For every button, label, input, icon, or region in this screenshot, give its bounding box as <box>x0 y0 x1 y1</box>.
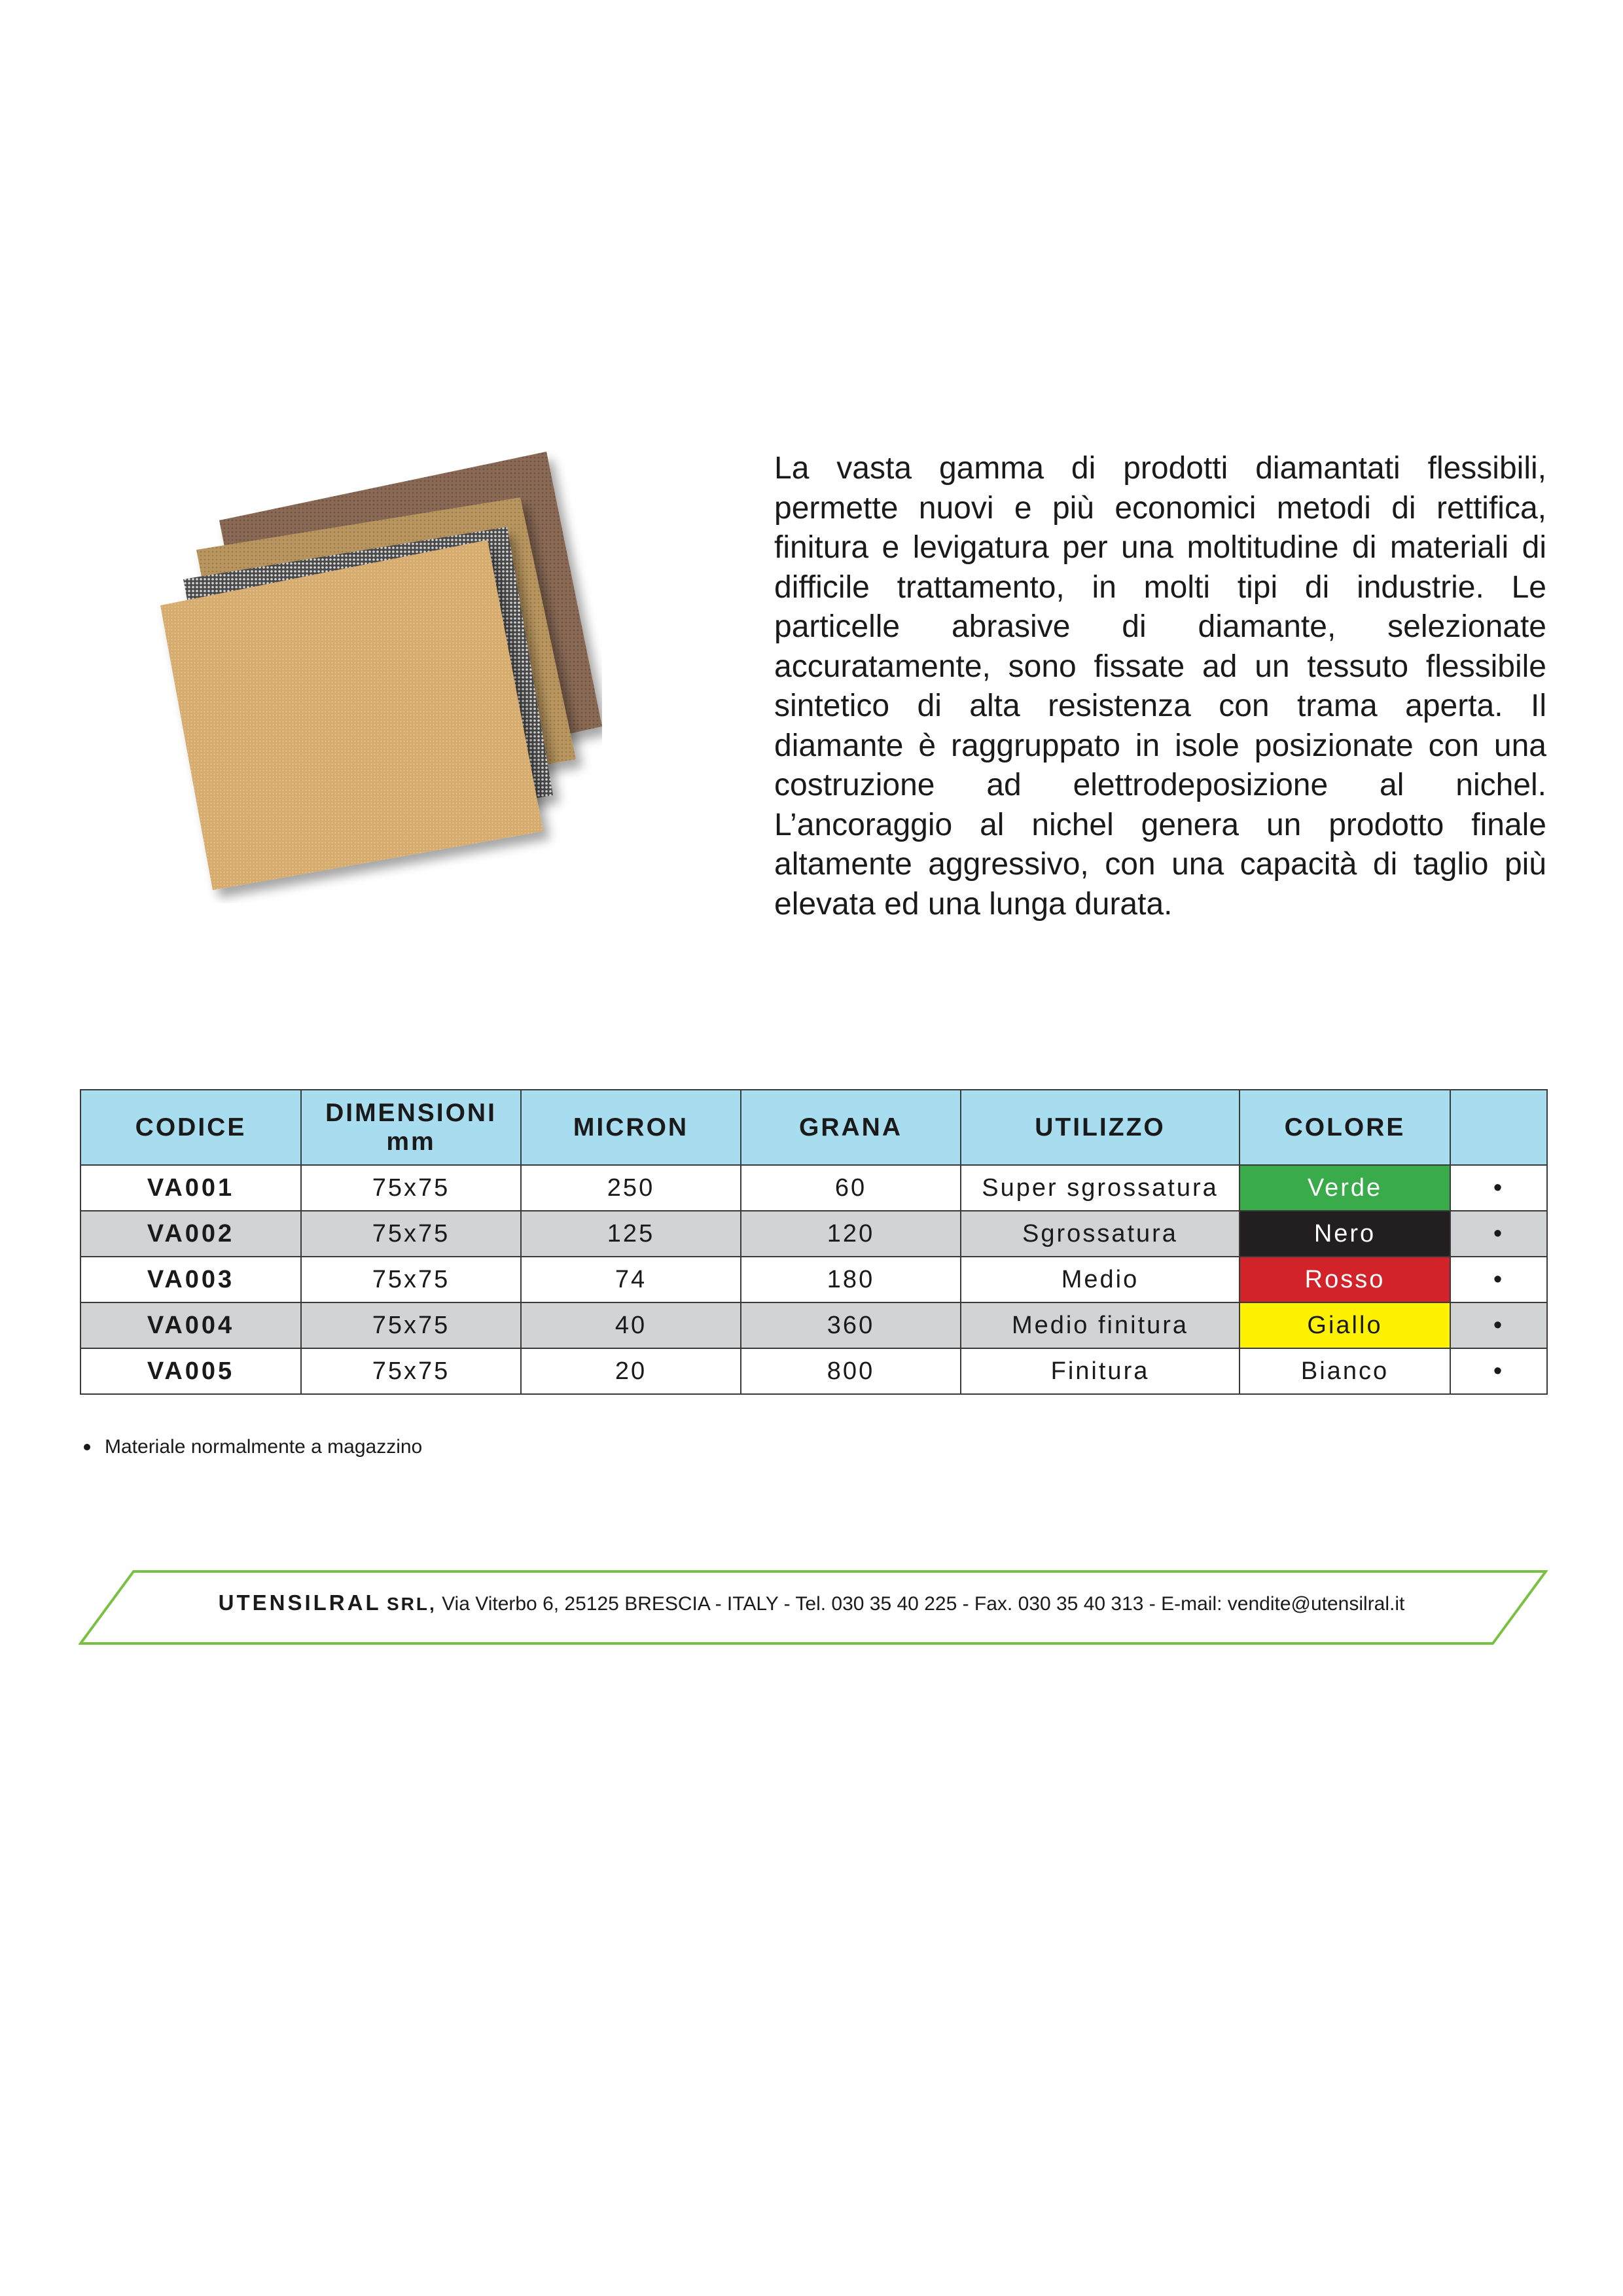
row-codice: VA001 <box>80 1165 301 1211</box>
row-grana: 800 <box>741 1348 961 1394</box>
row-dimensioni: 75x75 <box>301 1257 521 1302</box>
header-stock <box>1450 1090 1547 1165</box>
row-utilizzo: Medio finitura <box>961 1302 1240 1348</box>
row-dimensioni: 75x75 <box>301 1165 521 1211</box>
row-micron: 250 <box>521 1165 741 1211</box>
row-stock-bullet: • <box>1450 1165 1547 1211</box>
row-stock-bullet: • <box>1450 1211 1547 1257</box>
footnote <box>80 1436 422 1458</box>
table-row <box>80 1165 1547 1211</box>
row-stock-bullet: • <box>1450 1302 1547 1348</box>
table-row <box>80 1211 1547 1257</box>
row-micron: 125 <box>521 1211 741 1257</box>
row-dimensioni: 75x75 <box>301 1211 521 1257</box>
row-colore: Giallo <box>1240 1302 1450 1348</box>
row-utilizzo: Finitura <box>961 1348 1240 1394</box>
row-stock-bullet: • <box>1450 1257 1547 1302</box>
header-grana: GRANA <box>741 1090 961 1165</box>
row-grana: 120 <box>741 1211 961 1257</box>
row-grana: 360 <box>741 1302 961 1348</box>
table-header-row <box>80 1090 1547 1165</box>
header-dimensioni <box>301 1090 521 1165</box>
product-image <box>144 432 602 903</box>
header-codice: CODICE <box>80 1090 301 1165</box>
row-colore: Verde <box>1240 1165 1450 1211</box>
row-grana: 60 <box>741 1165 961 1211</box>
table-row <box>80 1257 1547 1302</box>
row-colore: Rosso <box>1240 1257 1450 1302</box>
row-dimensioni: 75x75 <box>301 1302 521 1348</box>
row-codice: VA002 <box>80 1211 301 1257</box>
row-micron: 74 <box>521 1257 741 1302</box>
header-dimensioni-label: DIMENSIONI <box>325 1098 497 1127</box>
header-utilizzo: UTILIZZO <box>961 1090 1240 1165</box>
row-stock-bullet: • <box>1450 1348 1547 1394</box>
row-micron: 20 <box>521 1348 741 1394</box>
row-micron: 40 <box>521 1302 741 1348</box>
spec-table <box>80 1089 1548 1395</box>
row-colore: Nero <box>1240 1211 1450 1257</box>
row-codice: VA005 <box>80 1348 301 1394</box>
footnote-text: Materiale normalmente a magazzino <box>105 1436 423 1458</box>
row-grana: 180 <box>741 1257 961 1302</box>
footer-contact <box>0 1590 1623 1615</box>
row-dimensioni: 75x75 <box>301 1348 521 1394</box>
product-description: La vasta gamma di prodotti diamantati flessibili, permette nuovi e più economici metodi di rettifica, finitura e levigatura per una moltitudine di materiali di difficile trattamento, in molti tipi di industrie. Le particelle abrasive di diamante, selezionate accuratamente, sono fissate ad un tessuto flessibile sintetico di alta resistenza con trama aperta. Il diamante è raggruppato in isole posizionate con una costruzione ad elettrodeposizione al nichel. L’ancoraggio al nichel genera un prodotto finale altamente aggressivo, con una capacità di taglio più elevata ed una lunga durata. <box>774 451 1546 922</box>
footer-contact-details: Via Viterbo 6, 25125 BRESCIA - ITALY - Tel. 030 35 40 225 - Fax. 030 35 40 313 - E-mail: vendite@utensilral.it <box>442 1593 1405 1615</box>
row-utilizzo: Sgrossatura <box>961 1211 1240 1257</box>
bullet-icon <box>84 1444 90 1450</box>
header-colore: COLORE <box>1240 1090 1450 1165</box>
table-row <box>80 1302 1547 1348</box>
row-codice: VA003 <box>80 1257 301 1302</box>
row-colore: Bianco <box>1240 1348 1450 1394</box>
header-micron: MICRON <box>521 1090 741 1165</box>
row-utilizzo: Medio <box>961 1257 1240 1302</box>
row-codice: VA004 <box>80 1302 301 1348</box>
header-dimensioni-unit: mm <box>386 1127 436 1156</box>
footer-company-name: UTENSILRAL <box>218 1590 382 1615</box>
table-row <box>80 1348 1547 1394</box>
row-utilizzo: Super sgrossatura <box>961 1165 1240 1211</box>
footer-company-suffix: SRL, <box>386 1594 437 1614</box>
